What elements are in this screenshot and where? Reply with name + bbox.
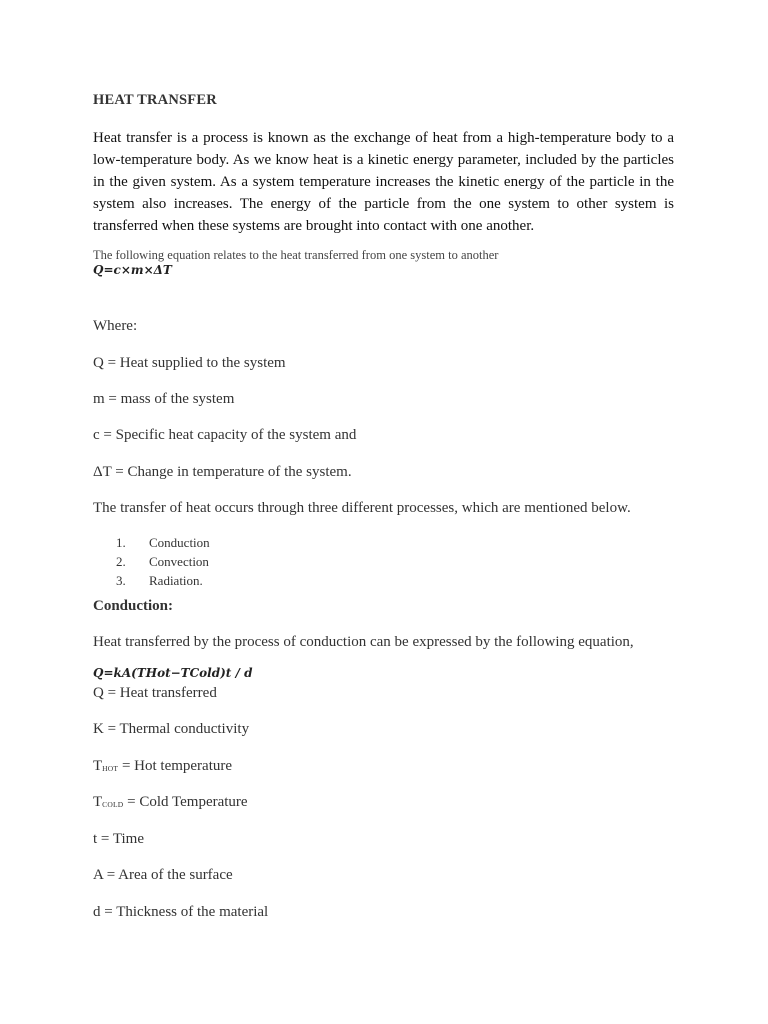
symbol-t: T (93, 794, 103, 810)
list-label: Conduction (149, 535, 210, 550)
list-number: 2. (116, 554, 126, 569)
definition-c: c = Specific heat capacity of the system and (93, 427, 357, 443)
definition-k: K = Thermal conductivity (93, 721, 250, 737)
definition-t-hot (93, 758, 232, 775)
list-number: 3. (116, 573, 126, 588)
definition-delta-t: ΔT = Change in temperature of the system. (93, 464, 352, 480)
processes-intro: The transfer of heat occurs through three different processes, which are mentioned below. (93, 500, 631, 516)
definition-thickness: d = Thickness of the material (93, 904, 269, 920)
intro-paragraph: Heat transfer is a process is known as the exchange of heat from a high-temperature body to a low-temperature body. As we know heat is a kinetic energy parameter, included by the particles in the given system. As a system temperature increases the kinetic energy of the particle in the system also increases. The energy of the particle from the one system to other system is transferred when these systems are brought into contact with one another. (93, 130, 674, 234)
where-label: Where: (93, 318, 138, 334)
definition-time: t = Time (93, 831, 144, 847)
definition-text: = Cold Temperature (123, 794, 248, 810)
heat-equation: Q=c×m×ΔT (93, 263, 172, 277)
conduction-heading: Conduction: (93, 598, 174, 614)
conduction-equation: Q=kA(THot−TCold)t / d (93, 666, 253, 680)
subscript-hot: HOT (102, 764, 119, 773)
definition-text: = Hot temperature (118, 758, 233, 774)
definition-area: A = Area of the surface (93, 867, 233, 883)
conduction-intro: Heat transferred by the process of conduction can be expressed by the following equation, (93, 634, 634, 650)
equation-intro: The following equation relates to the heat transferred from one system to another (93, 248, 499, 262)
list-number: 1. (116, 535, 126, 550)
definition-t-cold (93, 794, 248, 811)
subscript-cold: COLD (102, 800, 124, 809)
definition-q: Q = Heat supplied to the system (93, 355, 286, 371)
definition-m: m = mass of the system (93, 391, 235, 407)
page-title: HEAT TRANSFER (93, 92, 217, 108)
definition-q-transferred: Q = Heat transferred (93, 685, 217, 701)
list-label: Radiation. (149, 573, 203, 588)
list-label: Convection (149, 554, 209, 569)
symbol-t: T (93, 758, 103, 774)
